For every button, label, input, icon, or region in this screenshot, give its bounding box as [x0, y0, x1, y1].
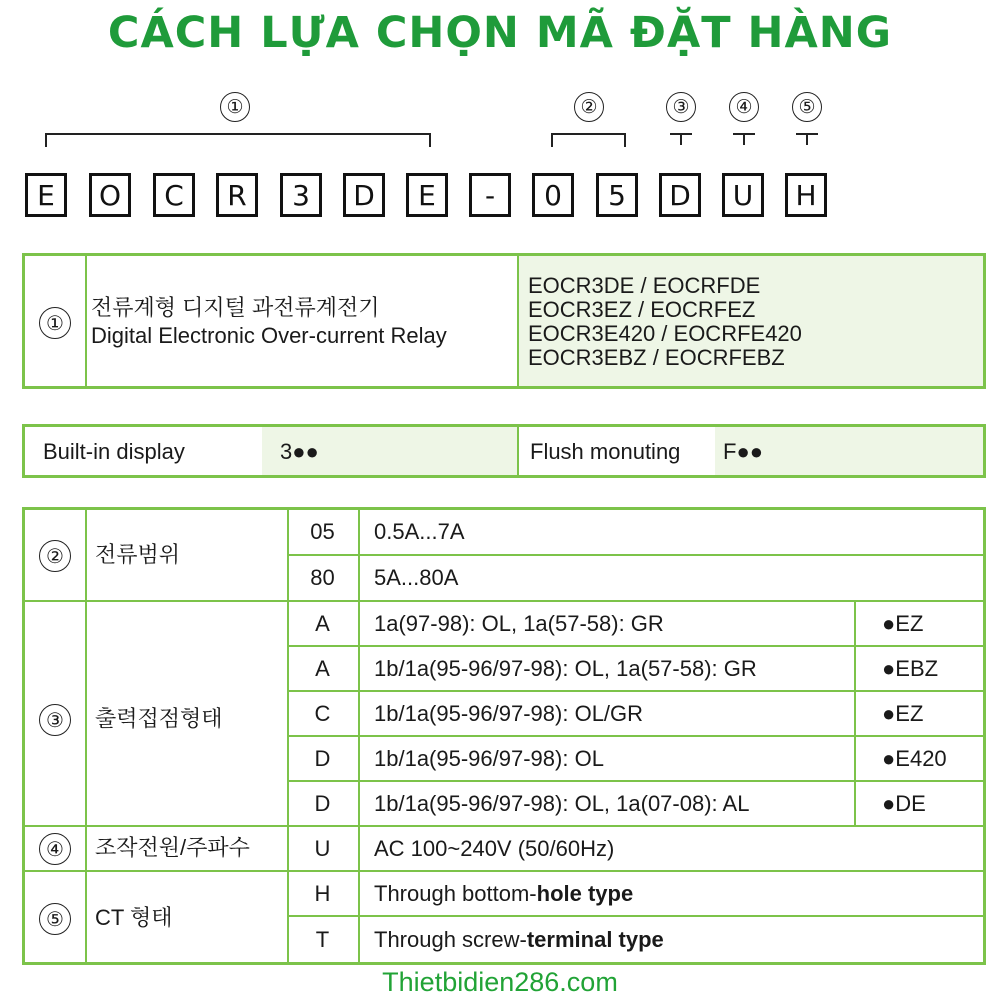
output-contact-model: ●E420 — [882, 746, 947, 771]
output-contact-desc: 1b/1a(95-96/97-98): OL, 1a(07-08): AL — [374, 791, 750, 816]
section-number-1: ① — [39, 307, 71, 339]
code-char-box: 0 — [532, 173, 574, 217]
flush-mounting-label: Flush monuting — [530, 439, 681, 464]
product-panel — [22, 253, 986, 389]
group-number-1: ① — [220, 92, 250, 122]
current-range-code: 80 — [310, 565, 335, 590]
ct-type-code: T — [315, 926, 330, 952]
output-contact-code: C — [314, 700, 331, 726]
output-contact-model: ●DE — [882, 791, 926, 816]
current-range-desc: 0.5A...7A — [374, 519, 465, 544]
bracket-group-2 — [551, 133, 626, 147]
model-line: EOCR3DE / EOCRFDE — [528, 273, 761, 298]
output-contact-desc: 1b/1a(95-96/97-98): OL, 1a(57-58): GR — [374, 656, 757, 681]
bracket-group-1 — [45, 133, 431, 147]
model-line: EOCR3EBZ / EOCRFEBZ — [528, 345, 785, 370]
model-line: EOCR3EZ / EOCRFEZ — [528, 297, 756, 322]
ct-type-code: H — [314, 880, 331, 906]
section-number-5: ⑤ — [39, 903, 71, 935]
display-panel — [22, 424, 986, 478]
code-char-box: D — [659, 173, 701, 217]
tick-group-3 — [670, 133, 692, 145]
code-char-box: D — [343, 173, 385, 217]
product-name-korean: 전류계형 디지털 과전류계전기 — [91, 295, 380, 320]
power-desc: AC 100~240V (50/60Hz) — [374, 836, 615, 861]
code-char-box: U — [722, 173, 764, 217]
builtin-display-code: 3●● — [280, 439, 319, 464]
output-contact-code: D — [314, 745, 331, 771]
output-contact-label: 출력접점형태 — [95, 706, 223, 731]
code-char-box: R — [216, 173, 258, 217]
output-contact-code: D — [314, 790, 331, 816]
current-range-code: 05 — [310, 519, 335, 544]
output-contact-desc: 1a(97-98): OL, 1a(57-58): GR — [374, 611, 664, 636]
output-contact-model: ●EZ — [882, 611, 924, 636]
flush-mounting-code: F●● — [723, 439, 764, 464]
model-line: EOCR3E420 / EOCRFE420 — [528, 321, 802, 346]
group-number-5: ⑤ — [792, 92, 822, 122]
output-contact-model: ●EBZ — [882, 656, 939, 681]
ct-type-desc: Through screw-terminal type — [374, 927, 664, 952]
output-contact-model: ●EZ — [882, 701, 924, 726]
section-number-4: ④ — [39, 833, 71, 865]
current-range-desc: 5A...80A — [374, 565, 459, 590]
spec-table — [22, 507, 986, 965]
code-char-box: E — [25, 173, 67, 217]
page-title: CÁCH LỰA CHỌN MÃ ĐẶT HÀNG — [107, 8, 893, 58]
power-code: U — [314, 835, 331, 861]
current-range-label: 전류범위 — [95, 542, 181, 567]
ct-type-label: CT 형태 — [95, 905, 173, 930]
code-char-box: 3 — [280, 173, 322, 217]
section-number-3: ③ — [39, 704, 71, 736]
output-contact-code: A — [315, 610, 330, 636]
output-contact-desc: 1b/1a(95-96/97-98): OL — [374, 746, 604, 771]
code-char-box: 5 — [596, 173, 638, 217]
code-char-box: H — [785, 173, 827, 217]
code-char-box: - — [469, 173, 511, 217]
code-char-box: O — [89, 173, 131, 217]
section-number-2: ② — [39, 540, 71, 572]
code-char-box: E — [406, 173, 448, 217]
ct-type-desc: Through bottom-hole type — [374, 881, 634, 906]
builtin-display-label: Built-in display — [43, 439, 185, 464]
output-contact-desc: 1b/1a(95-96/97-98): OL/GR — [374, 701, 644, 726]
output-contact-code: A — [315, 655, 330, 681]
power-label: 조작전원/주파수 — [95, 835, 250, 860]
product-name-english: Digital Electronic Over-current Relay — [91, 323, 447, 348]
group-number-4: ④ — [729, 92, 759, 122]
group-number-3: ③ — [666, 92, 696, 122]
group-number-2: ② — [574, 92, 604, 122]
website-watermark: Thietbidien286.com — [382, 967, 618, 997]
tick-group-5 — [796, 133, 818, 145]
tick-group-4 — [733, 133, 755, 145]
code-char-box: C — [153, 173, 195, 217]
